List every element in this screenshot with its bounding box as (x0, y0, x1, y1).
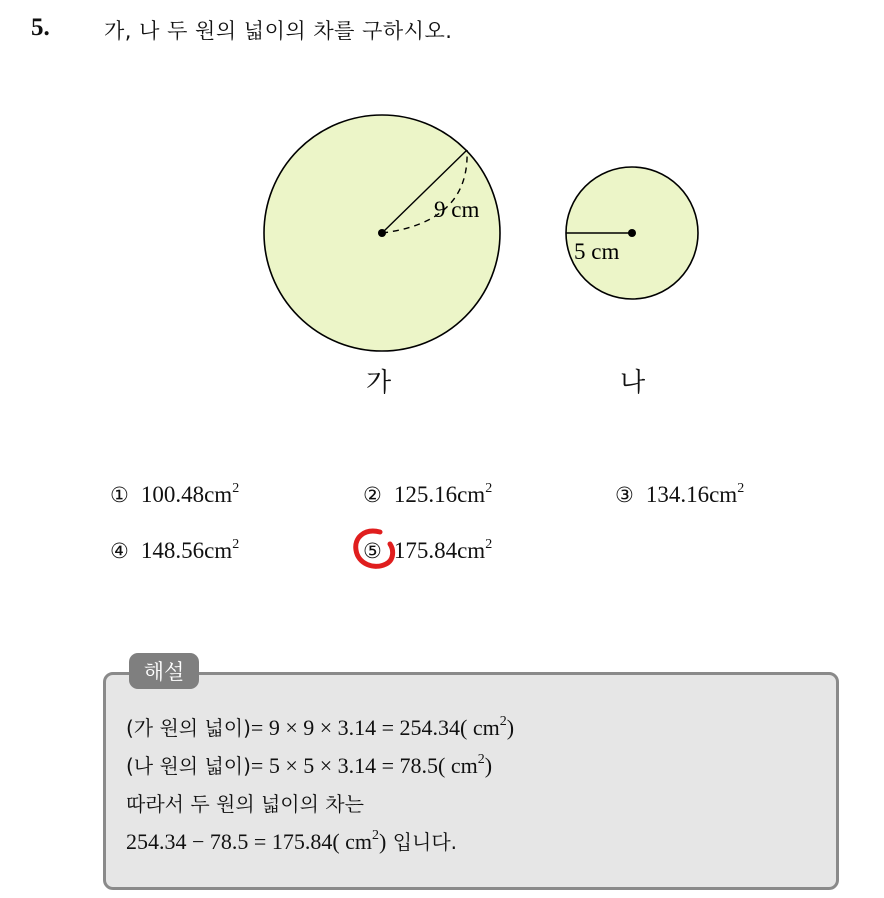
choice-1[interactable] (110, 482, 239, 508)
choice-2-unit: cm (457, 482, 486, 507)
choice-4[interactable] (110, 538, 239, 564)
question-number: 5. (31, 14, 50, 41)
solution-line-4-tail: ) (379, 829, 387, 854)
solution-line-1-text: (가 원의 넓이) (126, 716, 251, 740)
choice-3-number: ③ (615, 483, 634, 507)
solution-line-2 (126, 750, 492, 779)
choice-4-number: ④ (110, 539, 129, 563)
solution-line-1-exponent: 2 (499, 714, 507, 729)
circle-a-label: 가 (366, 368, 392, 398)
choice-2-exponent: 2 (485, 481, 493, 496)
choice-4-unit: cm (204, 538, 233, 563)
solution-line-4-ko-tail: 입니다. (386, 830, 458, 854)
solution-tag: 해설 (129, 653, 199, 689)
solution-line-1-tail: ) (506, 715, 515, 740)
choice-4-value: 148.56 (140, 538, 205, 563)
solution-box (103, 672, 839, 890)
solution-line-3 (126, 788, 364, 817)
choice-5-number: ⑤ (363, 539, 382, 563)
question-text: 가, 나 두 원의 넓이의 차를 구하시오. (104, 19, 453, 43)
solution-line-4 (126, 826, 457, 855)
choice-3[interactable] (615, 482, 744, 508)
choice-3-exponent: 2 (737, 481, 745, 496)
choice-1-exponent: 2 (232, 481, 240, 496)
choice-1-number: ① (110, 483, 129, 507)
choice-1-unit: cm (204, 482, 233, 507)
circle-b-label: 나 (620, 368, 646, 398)
solution-line-2-text: (나 원의 넓이) (126, 754, 251, 778)
solution-line-2-exponent: 2 (477, 752, 485, 767)
choice-1-value: 100.48 (140, 482, 205, 507)
solution-line-4-math: 254.34 − 78.5 = 175.84( cm (126, 829, 373, 854)
circle-b-radius-label: 5 cm (574, 239, 620, 264)
answer-mark-icon (350, 524, 398, 574)
choice-4-exponent: 2 (232, 537, 240, 552)
choice-3-value: 134.16 (645, 482, 710, 507)
circle-a-center (378, 229, 386, 237)
solution-line-4-exponent: 2 (372, 828, 380, 843)
solution-line-1-math: = 9 × 9 × 3.14 = 254.34( cm (250, 715, 500, 740)
solution-line-1 (126, 712, 514, 741)
choice-2-number: ② (363, 483, 382, 507)
choice-2-value: 125.16 (393, 482, 458, 507)
solution-line-2-tail: ) (484, 753, 493, 778)
circles-figure (0, 0, 884, 420)
choice-5-value: 175.84 (393, 538, 458, 563)
choice-5-exponent: 2 (485, 537, 493, 552)
solution-line-3-text: 따라서 두 원의 넓이의 차는 (126, 792, 364, 816)
choice-5-unit: cm (457, 538, 486, 563)
solution-line-2-math: = 5 × 5 × 3.14 = 78.5( cm (250, 753, 478, 778)
choice-3-unit: cm (709, 482, 738, 507)
circle-b-center (628, 229, 636, 237)
choice-2[interactable] (363, 482, 492, 508)
circle-a-radius-label: 9 cm (434, 197, 480, 222)
